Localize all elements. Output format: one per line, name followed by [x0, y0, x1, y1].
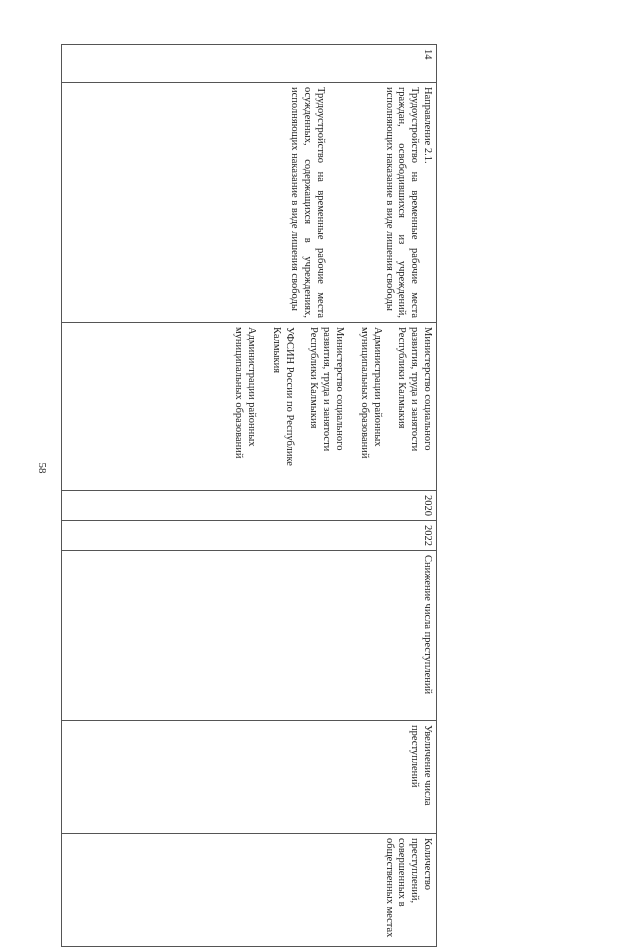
- executor-municipal-1: Администрации районных муниципальных образований: [358, 327, 383, 459]
- row-number: 14: [422, 49, 433, 60]
- measure-direction: Направление 2.1.: [422, 87, 433, 164]
- expected-result-cell: [62, 551, 437, 721]
- year-end: 2022: [422, 525, 433, 546]
- executor-ufsin: УФСИН России по Республике Калмыкия: [270, 327, 295, 466]
- indicator: Количество преступлений, совершенных в общественных местах: [383, 838, 433, 938]
- measure-item-2: Трудоустройство на временные рабочие места осужденных, содержащихся в учреждениях, исполняющих наказание в виде лишения свободы: [289, 87, 326, 318]
- executor-municipal-2: Администрации районных муниципальных образований: [233, 327, 258, 459]
- year-start: 2020: [422, 495, 433, 516]
- rotated-table: [61, 44, 437, 938]
- expected-result: Снижение числа преступлений: [422, 555, 433, 695]
- indicator-cell: [62, 834, 437, 947]
- row-number-cell: [62, 45, 437, 83]
- consequence: Увеличение числа преступлений: [409, 725, 433, 806]
- year-end-cell: [62, 521, 437, 551]
- measure-cell: [62, 83, 437, 323]
- consequence-cell: [62, 721, 437, 834]
- executor-ministry-1: Министерство социального развития, труда и занятости Республики Калмыкия: [396, 327, 433, 452]
- page-number: 58: [36, 462, 48, 474]
- executors-cell: [62, 323, 437, 491]
- executor-ministry-2: Министерство социального развития, труда и занятости Республики Калмыкия: [308, 327, 346, 452]
- year-start-cell: [62, 491, 437, 521]
- measure-item-1: Трудоустройство на временные рабочие места граждан, освободившихся из учреждений, исполняющих наказание в виде лишения свободы: [383, 87, 421, 318]
- program-measures-table: [61, 44, 437, 947]
- table-row: [62, 45, 437, 947]
